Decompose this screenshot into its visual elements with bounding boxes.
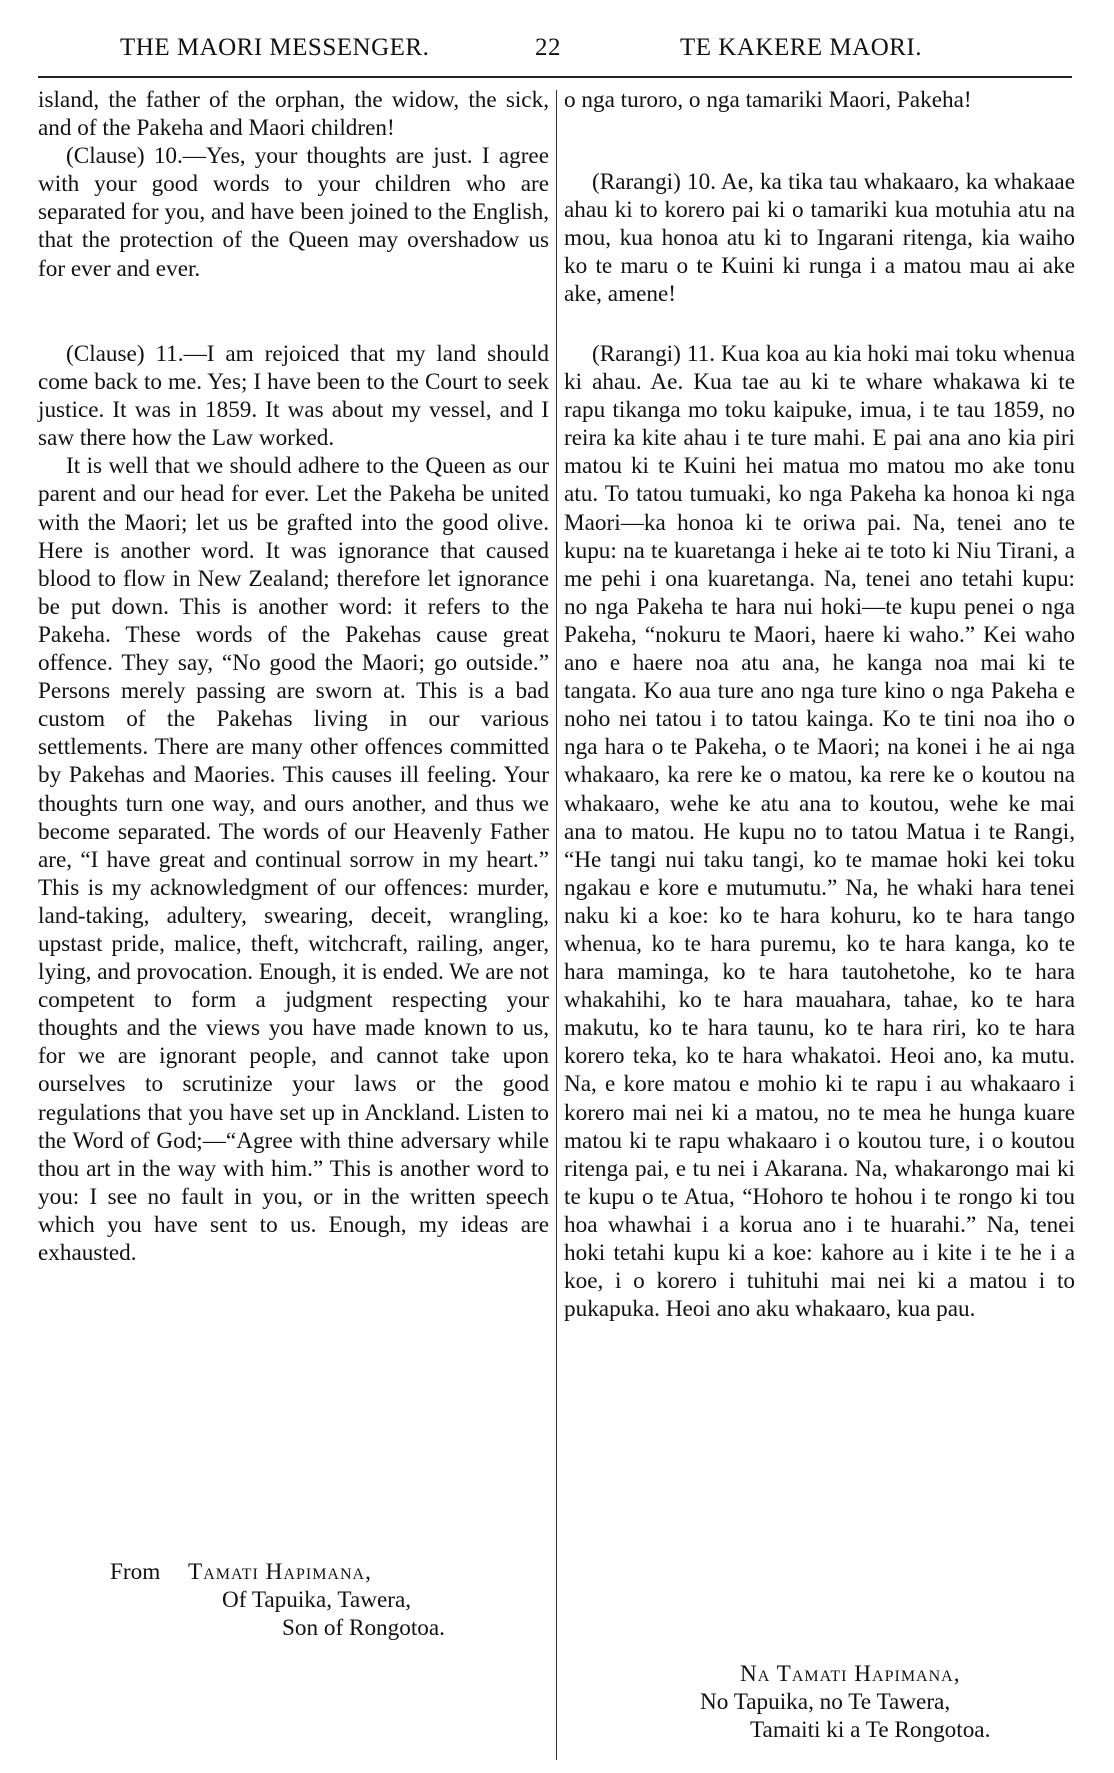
english-paragraph-continuation: island, the father of the orphan, the widow, the sick, and of the Pakeha and Maori children! xyxy=(38,87,549,142)
column-divider xyxy=(556,90,557,1760)
maori-column-clause-10 xyxy=(564,168,1075,308)
english-paragraph-body: It is well that we should adhere to the Queen as our parent and our head for ever. Let the Pakeha be united with the Maori; let us be grafted into the good olive. Here is another word. It was ignorance that caused blood to flow in New Zealand; therefore let ignorance be put down. This is another word: it refers to the Pakeha. These words of the Pakehas cause great offence. They say, “No good the Maori; go outside.” Persons merely passing are sworn at. This is a bad custom of the Pakehas living in our various settlements. There are many other offences committed by Pakehas and Maories. This causes ill feeling. Your thoughts turn one way, and ours another, and thus we become separated. The words of our Heavenly Father are, “I have great and continual sorrow in my heart.” This is my acknowledgment of our offences: murder, land-taking, adultery, swearing, deceit, wrangling, upstast pride, malice, theft, witchcraft, railing, anger, lying, and provocation. Enough, it is ended. We are not competent to form a judgment respecting your thoughts and the views you have made known to us, for we are ignorant people, and cannot take upon ourselves to scrutinize your laws or the good regulations that you have set up in Anckland. Listen to the Word of God;—“Agree with thine adversary while thou art in the way with him.” This is another word to you: I see no fault in you, or in the written speech which you have sent to us. Enough, my ideas are exhausted. xyxy=(38,453,549,1266)
signature-tribe: Of Tapuika, Tawera, xyxy=(222,1587,412,1613)
english-signature xyxy=(110,1558,445,1642)
maori-column xyxy=(564,86,1075,114)
maori-masthead: TE KAKERE MAORI. xyxy=(680,34,923,61)
english-column-lower xyxy=(38,340,549,1267)
maori-column-lower xyxy=(564,340,1075,1323)
maori-paragraph-continuation: o nga turoro, o nga tamariki Maori, Pakeha! xyxy=(564,87,972,113)
maori-signature-tribe: No Tapuika, no Te Tawera, xyxy=(700,1689,951,1715)
english-clause-11: (Clause) 11.—I am rejoiced that my land should come back to me. Yes; I have been to the Court to seek justice. It was in 1859. It was about my vessel, and I saw there how the Law worked. xyxy=(38,341,549,452)
signature-from: From xyxy=(110,1559,161,1585)
maori-clause-11: (Rarangi) 11. Kua koa au kia hoki mai toku whenua ki ahau. Ae. Kua tae au ki te whare whakawa ki te rapu tikanga mo toku kaipuke, imua, i te tau 1859, no reira ka kite ahau i te ture mahi. E pai ana ano kia piri matou ki te Kuini hei matua mo matou mo ake tonu atu. To tatou tumuaki, ko nga Pakeha ka honoa ki nga Maori—ka honoa ki te oriwa pai. Na, tenei ano te kupu: na te kuaretanga i heke ai te toto ki Niu Tirani, a me pehi i ona kuaretanga. Na, tenei ano tetahi kupu: no nga Pakeha te hara nui hoki—te kupu penei o nga Pakeha, “nokuru te Maori, haere ki waho.” Kei waho ano e haere noa atu ana, he kanga noa mai ki te tangata. Ko aua ture ano nga ture kino o nga Pakeha e noho nei tatou i to tatou kainga. Ko te tini noa iho o nga hara o te Pakeha, o te Maori; na konei i he ai nga whakaaro, ka rere ke o matou, ka rere ke o koutou na whakaaro, wehe ke atu ana to koutou, wehe ke mai ana to matou. He kupu no to tatou Matua i te Rangi, “He tangi nui taku tangi, ko te mamae hoki kei toku ngakau e kore e mutumutu.” Na, he whaki hara tenei naku ki a koe: ko te hara kohuru, ko te hara tango whenua, ko te hara puremu, ko te hara kanga, ko te hara maminga, ko te hara tautohetohe, ko te hara whakahihi, ko te hara mauahara, tahae, ko te hara makutu, ko te hara taunu, ko te hara riri, ko te hara korero teka, ko te hara whakatoi. Heoi ano, ka mutu. Na, e kore matou e mohio ki te rapu i au whakaaro i korero mai nei ki a matou, no te mea he hunga kuare matou ki te rapu whakaaro i o koutou ture, i o koutou ritenga pai, e tu nei i Akarana. Na, whakarongo mai ki te kupu o te Atua, “Hohoro te hohou i te rongo ki tou hoa whawhai i a korua ano i te huarahi.” Na, tenei hoki tetahi kupu ki a koe: kahore au i kite i te he i a koe, i o korero i tuhituhi mai nei ki a matou i to pukapuka. Heoi ano aku whakaaro, kua pau. xyxy=(564,341,1075,1323)
signature-from-line xyxy=(110,1558,445,1586)
header-rule xyxy=(38,76,1072,78)
english-masthead: THE MAORI MESSENGER. xyxy=(120,34,430,61)
maori-signature-lineage: Tamaiti ki a Te Rongotoa. xyxy=(750,1717,991,1743)
maori-signature xyxy=(700,1660,990,1744)
signature-name: Tamati Hapimana, xyxy=(188,1559,372,1585)
english-clause-10: (Clause) 10.—Yes, your thoughts are just. I agree with your good words to your children who are separated for you, and have been joined to the English, that the protection of the Queen may overshadow us for ever and ever. xyxy=(38,143,549,282)
page-number: 22 xyxy=(535,34,561,61)
signature-lineage: Son of Rongotoa. xyxy=(282,1615,445,1641)
maori-signature-name: Na Tamati Hapimana, xyxy=(740,1661,961,1687)
maori-clause-10: (Rarangi) 10. Ae, ka tika tau whakaaro, ka whakaae ahau ki to korero pai ki o tamariki kua motuhia atu na mou, kua honoa atu ki to Ingarani ritenga, kia waiho ko te maru o te Kuini ki runga i a matou mau ai ake ake, amene! xyxy=(564,169,1075,308)
page-header xyxy=(40,34,1070,68)
english-column xyxy=(38,86,549,283)
